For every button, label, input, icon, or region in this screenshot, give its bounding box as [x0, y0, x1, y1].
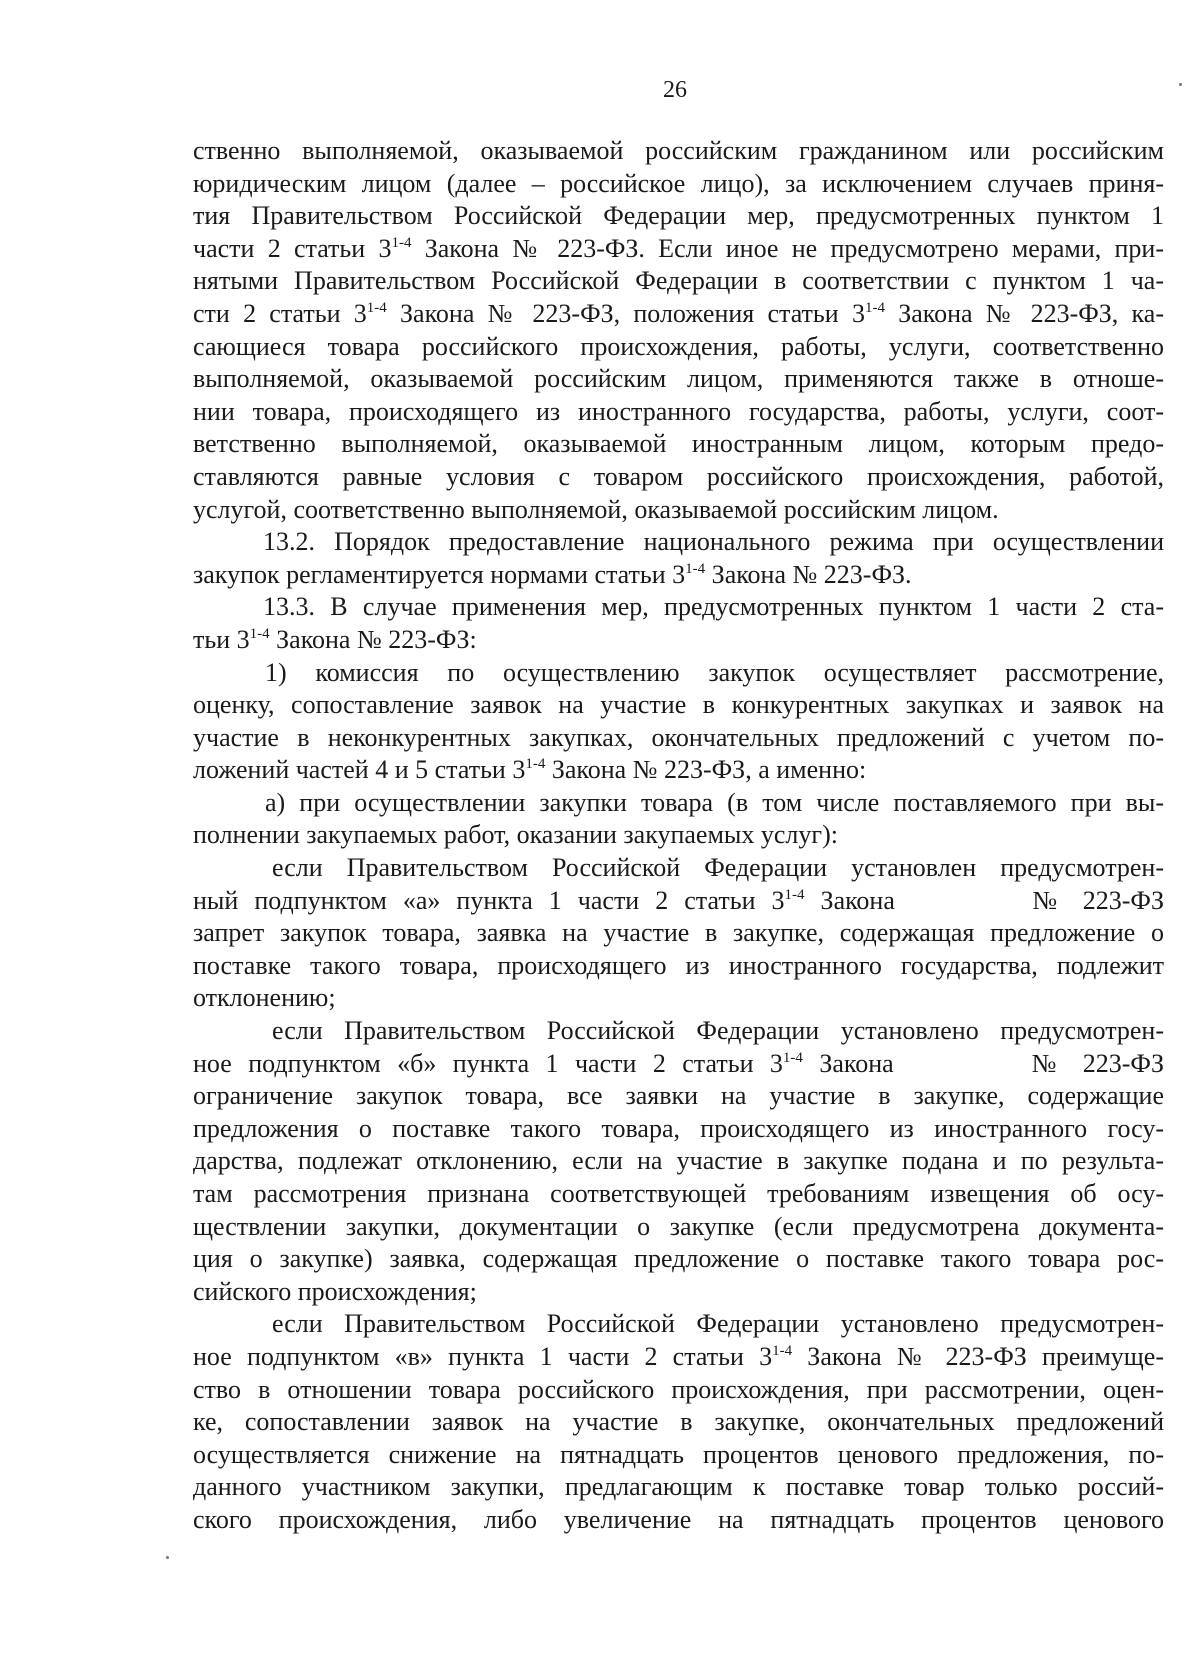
text-run: дарства, подлежат отклонению, если на участие в закупке подана и по результа- — [193, 1146, 1164, 1176]
text-run: оценку, сопоставление заявок на участие в конкурентных закупках и заявок на — [193, 690, 1164, 720]
text-line — [193, 1113, 1164, 1146]
superscript: 1-4 — [864, 299, 885, 316]
text-run: 1) комиссия по осуществлению закупок осуществляет рассмотрение, — [265, 657, 1164, 687]
text-run: ция о закупке) заявка, содержащая предложение о поставке такого товара рос- — [193, 1244, 1164, 1274]
superscript: 1-4 — [525, 756, 546, 773]
text-run: ского происхождения, либо увеличение на пятнадцать процентов ценового — [193, 1504, 1164, 1534]
text-run: ство в отношении товара российского происхождения, при рассмотрении, оцен- — [193, 1374, 1164, 1404]
text-run: нии товара, происходящего из иностранного государства, работы, услуги, соот- — [193, 396, 1164, 426]
superscript: 1-4 — [685, 560, 706, 577]
text-run: 13.2. Порядок предоставление национального режима при осуществлении — [263, 527, 1164, 557]
text-line — [193, 396, 1164, 429]
text-run: отклонению; — [193, 983, 336, 1013]
text-run: ществлении закупки, документации о закупке (если предусмотрена документа- — [193, 1211, 1164, 1241]
text-line — [193, 754, 1164, 787]
text-run: поставке такого товара, происходящего из иностранного государства, подлежит — [193, 950, 1164, 980]
text-line — [193, 1211, 1164, 1244]
text-line — [193, 591, 1164, 624]
text-run: если Правительством Российской Федерации установлено предусмотрен- — [272, 1016, 1164, 1046]
text-run: запрет закупок товара, заявка на участие в закупке, содержащая предложение о — [193, 918, 1164, 948]
text-line — [193, 1178, 1164, 1211]
text-line — [193, 1308, 1164, 1341]
text-line — [193, 950, 1164, 983]
text-line — [193, 1015, 1164, 1048]
text-run: если Правительством Российской Федерации установлено предусмотрен- — [272, 1309, 1164, 1339]
text-line — [193, 233, 1164, 266]
text-run: ное подпунктом «б» пункта 1 части 2 статьи 3 — [193, 1048, 783, 1078]
text-run: Закона № 223-ФЗ преимуще- — [792, 1341, 1164, 1371]
text-line — [193, 917, 1164, 950]
text-line — [193, 428, 1164, 461]
text-line — [193, 722, 1164, 755]
text-run: данного участником закупки, предлагающим к поставке товар только россий- — [193, 1472, 1164, 1502]
text-run: Закона № 223-ФЗ, ка- — [884, 298, 1164, 328]
text-run: тьи 3 — [193, 624, 250, 654]
text-run: а) при осуществлении закупки товара (в том числе поставляемого при вы- — [265, 787, 1164, 817]
text-line — [193, 494, 1164, 527]
text-run: услугой, соответственно выполняемой, оказываемой российским лицом. — [193, 494, 999, 524]
text-line — [193, 1439, 1164, 1472]
text-run: Закона — [802, 1048, 894, 1078]
text-run: участие в неконкурентных закупках, окончательных предложений с учетом по- — [193, 722, 1164, 752]
text-run: Закона № 223-ФЗ. — [705, 559, 912, 589]
text-line — [193, 526, 1164, 559]
text-run: там рассмотрения признана соответствующей требованиям извещения об осу- — [193, 1179, 1164, 1208]
text-run: сти 2 статьи 3 — [193, 298, 367, 328]
text-line — [193, 787, 1164, 820]
text-line — [193, 885, 1164, 918]
text-line — [193, 1504, 1164, 1537]
text-line — [193, 819, 1164, 852]
text-run: 13.3. В случае применения мер, предусмотренных пунктом 1 части 2 ста- — [263, 592, 1164, 622]
text-run: ложений частей 4 и 5 статьи 3 — [193, 755, 526, 785]
text-line — [193, 689, 1164, 722]
text-run: Закона № 223-ФЗ: — [269, 624, 477, 654]
text-run: тия Правительством Российской Федерации мер, предусмотренных пунктом 1 — [193, 201, 1164, 231]
superscript: 1-4 — [391, 234, 412, 251]
text-run: Закона № 223-ФЗ, а именно: — [545, 755, 867, 785]
text-run: нятыми Правительством Российской Федерации в соответствии с пунктом 1 ча- — [193, 266, 1164, 296]
text-line — [193, 135, 1164, 168]
text-run: осуществляется снижение на пятнадцать процентов ценового предложения, по- — [193, 1439, 1164, 1469]
text-run: ставляются равные условия с товаром российского происхождения, работой, — [193, 461, 1164, 491]
text-line — [193, 265, 1164, 298]
text-line — [193, 1080, 1164, 1113]
text-run: сающиеся товара российского происхождения, работы, услуги, соответственно — [193, 331, 1164, 361]
text-line — [193, 657, 1164, 690]
text-run: выполняемой, оказываемой российским лицом, применяются также в отноше- — [193, 364, 1164, 394]
text-line — [193, 1145, 1164, 1178]
text-line — [193, 982, 1164, 1015]
text-run: Закона — [804, 885, 895, 915]
text-run: сийского происхождения; — [193, 1276, 477, 1306]
text-run: ственно выполняемой, оказываемой российским гражданином или российским — [193, 136, 1164, 165]
text-line — [193, 1276, 1164, 1309]
text-line — [193, 1243, 1164, 1276]
text-line — [193, 298, 1164, 331]
text-line — [193, 200, 1164, 233]
text-run: ке, сопоставлении заявок на участие в закупке, окончательных предложений — [193, 1407, 1164, 1437]
text-run: ветственно выполняемой, оказываемой иностранным лицом, которым предо- — [193, 429, 1164, 459]
scan-speck — [1179, 83, 1182, 86]
superscript: 1-4 — [249, 625, 270, 642]
text-run: Закона № 223-ФЗ, положения статьи 3 — [386, 298, 865, 328]
superscript: 1-4 — [784, 886, 805, 903]
text-line — [193, 1406, 1164, 1439]
text-line — [193, 168, 1164, 201]
text-line — [193, 1341, 1164, 1374]
text-line — [193, 363, 1164, 396]
text-run: ограничение закупок товара, все заявки на участие в закупке, содержащие — [193, 1081, 1164, 1111]
text-line — [193, 1471, 1164, 1504]
text-run: юридическим лицом (далее – российское лицо), за исключением случаев приня- — [193, 168, 1164, 198]
superscript: 1-4 — [772, 1342, 793, 1359]
page-number: 26 — [663, 77, 687, 103]
text-line — [193, 1048, 1164, 1081]
text-line — [193, 1374, 1164, 1407]
text-run: части 2 статьи 3 — [193, 233, 392, 263]
text-run: Закона № 223-ФЗ. Если иное не предусмотрено мерами, при- — [411, 233, 1164, 263]
text-run: если Правительством Российской Федерации установлен предусмотрен- — [272, 853, 1164, 883]
superscript: 1-4 — [366, 299, 387, 316]
document-body — [193, 135, 1164, 1537]
text-run: закупок регламентируется нормами статьи 3 — [193, 559, 686, 589]
text-line — [193, 559, 1164, 592]
text-run: ное подпунктом «в» пункта 1 части 2 статьи 3 — [193, 1341, 773, 1371]
text-line — [193, 331, 1164, 364]
text-line — [193, 624, 1164, 657]
text-line — [193, 461, 1164, 494]
text-run: № 223-ФЗ — [1021, 1048, 1164, 1078]
text-line — [193, 852, 1164, 885]
text-run: полнении закупаемых работ, оказании закупаемых услуг): — [193, 820, 838, 850]
text-run: предложения о поставке такого товара, происходящего из иностранного госу- — [193, 1113, 1164, 1143]
text-run: ный подпунктом «а» пункта 1 части 2 статьи 3 — [193, 885, 785, 915]
scan-speck — [166, 1556, 169, 1559]
text-run: № 223-ФЗ — [1022, 885, 1164, 915]
superscript: 1-4 — [782, 1049, 803, 1066]
